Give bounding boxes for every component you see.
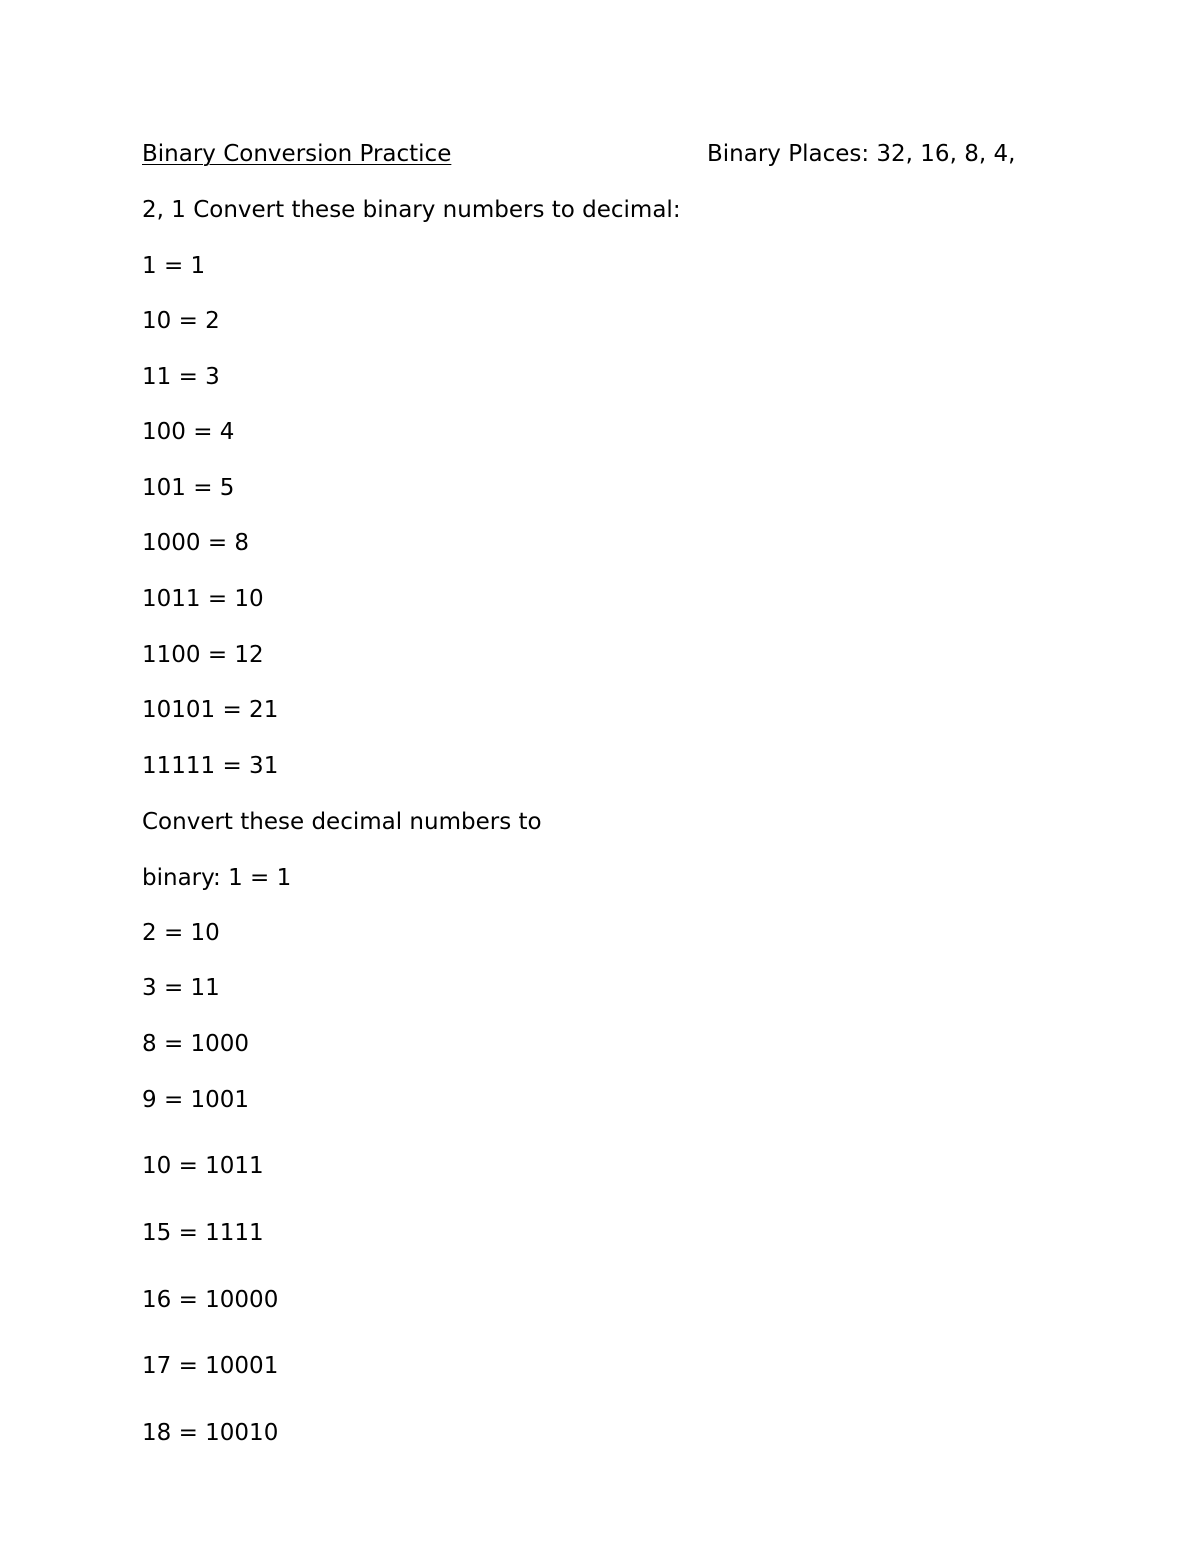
binary-to-decimal-item: 11 = 3 [142,364,220,390]
decimal-to-binary-item: binary: 1 = 1 [142,865,292,891]
binary-to-decimal-item: 10 = 2 [142,308,220,334]
decimal-to-binary-item: 10 = 1011 [142,1153,264,1179]
binary-to-decimal-item: 1100 = 12 [142,642,264,668]
binary-to-decimal-item: 1 = 1 [142,253,206,279]
binary-to-decimal-item: 10101 = 21 [142,697,279,723]
decimal-to-binary-item: 16 = 10000 [142,1287,279,1313]
binary-to-decimal-item: 100 = 4 [142,419,235,445]
binary-to-decimal-item: 11111 = 31 [142,753,279,779]
decimal-to-binary-item: 9 = 1001 [142,1087,250,1113]
decimal-to-binary-item: 2 = 10 [142,920,220,946]
section1-intro: 2, 1 Convert these binary numbers to decimal: [142,197,681,223]
decimal-to-binary-item: 18 = 10010 [142,1420,279,1446]
section2-intro: Convert these decimal numbers to [142,809,542,835]
decimal-to-binary-item: 3 = 11 [142,975,220,1001]
binary-to-decimal-item: 1000 = 8 [142,530,250,556]
binary-to-decimal-item: 101 = 5 [142,475,235,501]
binary-to-decimal-item: 1011 = 10 [142,586,264,612]
decimal-to-binary-item: 8 = 1000 [142,1031,250,1057]
binary-places-note: Binary Places: 32, 16, 8, 4, [707,141,1016,167]
decimal-to-binary-item: 15 = 1111 [142,1220,264,1246]
page-title: Binary Conversion Practice [142,141,452,167]
decimal-to-binary-item: 17 = 10001 [142,1353,279,1379]
